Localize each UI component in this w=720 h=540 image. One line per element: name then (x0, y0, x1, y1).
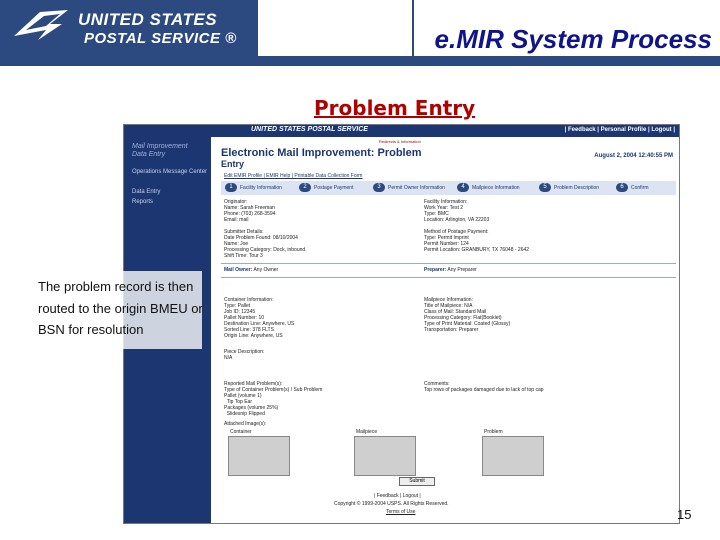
preparer-row (424, 267, 477, 273)
submitter-block: Submitter Details: Date Problem Found: 08/10/2004 Name: Joe Processing Category: Dock, inbound Shift Time: Tour 3 (224, 229, 306, 259)
preparer-label: Preparer: (424, 267, 447, 273)
step-number: 3 (373, 183, 385, 192)
mail-owner-value: Any Owner (253, 267, 279, 273)
mail-owner-label: Mail Owner: (224, 267, 253, 273)
step-number: 1 (225, 183, 237, 192)
sidebar-item-reports[interactable]: Reports (132, 199, 154, 205)
step-label: Permit Owner Information (388, 184, 445, 191)
page-number: 15 (677, 507, 692, 522)
step-label: Confirm (631, 184, 649, 191)
step-1[interactable] (225, 183, 282, 192)
step-number: 5 (539, 183, 551, 192)
section-divider (221, 277, 676, 278)
step-3[interactable] (373, 183, 445, 192)
step-label: Facility Information (240, 184, 282, 191)
sidebar-heading: Mail Improvement Data Entry (132, 143, 188, 158)
submit-button[interactable]: Submit (399, 477, 435, 486)
section-divider (221, 263, 676, 264)
logo-line-1: UNITED STATES (78, 10, 218, 29)
app-links[interactable]: Edit EMIR Profile | EMIR Help | Printable Data Collection Form (224, 173, 363, 179)
header-rule (0, 64, 720, 66)
step-number: 6 (616, 183, 628, 192)
image-label-mailpiece: Mailpiece (356, 429, 378, 435)
postage-block: Method of Postage Payment: Type: Permit Imprint Permit Number: 124 Permit Location: GRANBURY, TX 76048 - 2642 (424, 229, 530, 253)
footer-links[interactable]: | Feedback | Logout | (374, 493, 421, 499)
step-label: Problem Description (554, 184, 600, 191)
attached-image-mailpiece[interactable] (354, 436, 416, 476)
step-number: 4 (457, 183, 469, 192)
attached-image-problem[interactable] (482, 436, 544, 476)
originator-block: Originator: Name: Sarah Freeman Phone: (703) 268-3594 Email: mail (224, 199, 276, 223)
app-page-title: Electronic Mail Improvement: Problem (221, 147, 422, 159)
app-page-title-2: Entry (221, 159, 245, 169)
step-label: Mailpiece Information (472, 184, 520, 191)
app-topnav (211, 125, 680, 137)
attached-images-label: Attached Image(s): (224, 421, 267, 427)
reported-problems-block: Reported Mail Problem(s): Type of Container Problem(s) / Sub Problem Pallet (volume 1) Tip Top Ear Packages (volume 25%) Slidesnip Flipped (224, 381, 323, 417)
comments-block: Comments: Top rows of packages damaged due to lack of top cap (424, 381, 544, 393)
preparer-value: Any Preparer (447, 267, 477, 273)
facility-block: Facility Information: Work Year: Test 2 Type: BMC Location: Arlington, VA 22203 (424, 199, 490, 223)
app-nav-links[interactable]: | Feedback | Personal Profile | Logout | (564, 127, 675, 133)
attached-image-container[interactable] (228, 436, 290, 476)
image-label-container: Container (230, 429, 252, 435)
app-date: August 2, 2004 12:40:55 PM (594, 153, 673, 159)
callout-text: The problem record is then routed to the origin BMEU or BSN for resolution (38, 279, 203, 337)
step-2[interactable] (299, 183, 353, 192)
mail-owner-row (224, 267, 278, 273)
container-block: Container Information: Type: Pallet Job ID: 12345 Pallet Number: 10 Destination Line: Anywhere, US Sorted Line: 378 FLTS Origin Line: Anywhere, US (224, 297, 295, 339)
app-logo: UNITED STATES POSTAL SERVICE (251, 126, 368, 133)
eagle-icon (10, 6, 72, 48)
usps-logo (0, 0, 258, 56)
footer-copyright: Copyright © 1999-2004 USPS. All Rights Reserved. (334, 501, 449, 507)
redirects-text: Redirects & Information (379, 139, 421, 144)
piece-description-block: Piece Description: N/A (224, 349, 265, 361)
image-label-problem: Problem (484, 429, 503, 435)
step-6[interactable] (616, 183, 649, 192)
slide-title: e.MIR System Process (434, 24, 712, 54)
sidebar-item-data-entry[interactable]: Data Entry (132, 189, 161, 195)
sidebar-item-operations[interactable]: Operations Message Center (132, 169, 208, 175)
header-strip (0, 56, 720, 64)
step-bar (221, 181, 676, 195)
logo-line-2: POSTAL SERVICE ® (84, 30, 237, 47)
step-label: Postage Payment (314, 184, 354, 191)
step-number: 2 (299, 183, 311, 192)
header-divider (412, 0, 414, 56)
mailpiece-block: Mailpiece Information: Title of Mailpiece: N/A Class of Mail: Standard Mail Processing Category: Flat(Booklet) Type of Print Material: Coated (Glossy) Transportation: Preparer (424, 297, 511, 333)
slide-subtitle: Problem Entry (314, 96, 476, 120)
footer-terms[interactable]: Terms of Use (386, 509, 416, 515)
step-5[interactable] (539, 183, 599, 192)
step-4[interactable] (457, 183, 520, 192)
